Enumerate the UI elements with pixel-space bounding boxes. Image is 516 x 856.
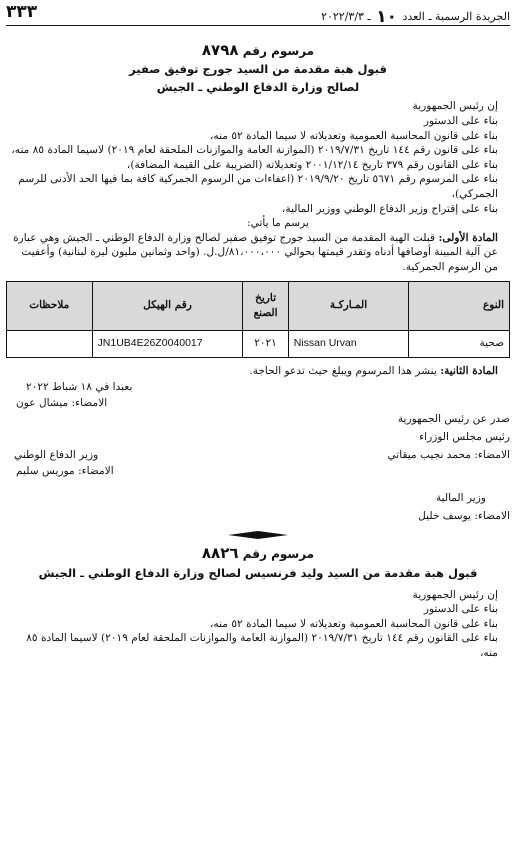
issue-date: ـ ٢٠٢٢/٣/٣: [321, 10, 371, 23]
preamble-line: بناء على قانون المحاسبة العمومية وتعديلاته لا سيما المادة ٥٢ منه،: [210, 129, 498, 142]
pm-title: رئيس مجلس الوزراء: [419, 431, 510, 444]
decree2-title: قبول هبة مقدمة من السيد وليد فرنسيس لصالح وزارة الدفاع الوطني ـ الجيش: [38, 565, 478, 580]
gazette-page: [6, 0, 510, 856]
cell-brand: Nissan Urvan: [288, 330, 409, 357]
cell-chassis: JN1UB4E26Z0040017: [92, 330, 243, 357]
preamble-line: بناء على القانون رقم ٣٧٩ تاريخ ٢٠٠١/١٢/١٤ وتعديلاته (الضريبة على القيمة المضافة)،: [126, 158, 498, 171]
signatures: [6, 396, 510, 523]
pm-signature: الامضاء: محمد نجيب ميقاتي: [387, 448, 510, 461]
decree1-title-line2: لصالح وزارة الدفاع الوطني ـ الجيش: [156, 79, 360, 94]
finance-title: وزير المالية: [435, 491, 486, 504]
col-brand: المـاركـة: [288, 281, 409, 330]
table-row: [7, 330, 510, 357]
decree2-number-value: ٨٨٢٦: [201, 544, 239, 563]
finance-signature: الامضاء: يوسف خليل: [418, 509, 510, 522]
decree1-number-value: ٨٧٩٨: [201, 41, 239, 59]
col-type: النوع: [409, 281, 510, 330]
preamble-line: بناء على المرسوم رقم ٥٦٧١ تاريخ ٢٠١٩/٩/٢٠ (اعفاءات من الرسوم الجمركية كافة بما فيها الحد الأدنى للرسم الجمركي)،: [18, 173, 498, 200]
preamble-line: بناء على الدستور: [423, 114, 498, 127]
cell-notes: [7, 330, 93, 357]
article2-label: المادة الثانية:: [440, 364, 498, 377]
preamble-line: بناء على القانون رقم ١٤٤ تاريخ ٢٠١٩/٧/٣١ (الموازنة العامة والموازنات الملحقة لعام ٢٠١٩) لاسيما المادة ٨٥ منه،: [26, 632, 498, 660]
preamble-line: بناء على قانون المحاسبة العمومية وتعديلاته لا سيما المادة ٥٢ منه،: [210, 617, 498, 630]
article2: [6, 364, 510, 379]
defense-signature: الامضاء: موريس سليم: [16, 465, 114, 478]
vehicle-table: [6, 281, 510, 358]
header-rule: [6, 25, 510, 26]
col-chassis: رقم الهيكل: [92, 281, 243, 330]
sig-row-1: [6, 396, 510, 411]
col-notes: ملاحظات: [7, 281, 93, 330]
issued-by: صدر عن رئيس الجمهورية: [397, 413, 510, 426]
decree1-title-line1: قبول هبة مقدمة من السيد جورج توفيق صفير: [129, 61, 387, 76]
table-header-row: [7, 281, 510, 330]
preamble-line: بناء على الدستور: [423, 603, 498, 616]
decree1-title: [6, 61, 510, 97]
decrees-heading: يرسم ما يأتي:: [247, 217, 309, 230]
preamble-line: بناء على قانون رقم ١٤٤ تاريخ ٢٠١٩/٧/٣١ (الموازنة العامة والموازنات الملحقة لعام ٢٠١٩) لاسيما المادة ٨٥ منه،: [11, 144, 498, 157]
page-number: ٣٣٣: [6, 2, 38, 22]
decree2-preamble: [6, 588, 510, 661]
preamble-line: بناء على إقتراح وزير الدفاع الوطني ووزير المالية،: [281, 202, 498, 215]
president-signature: الامضاء: ميشال عون: [16, 396, 108, 409]
decree1-number: مرسوم رقم ٨٧٩٨: [201, 41, 315, 59]
section-divider: [6, 531, 510, 539]
diamond-divider-icon: [228, 531, 288, 539]
gazette-name: الجريدة الرسمية ـ العدد: [402, 10, 510, 23]
preamble-line: إن رئيس الجمهورية: [412, 588, 498, 601]
col-year: تاريخ الصنع: [243, 281, 288, 330]
preamble-line: إن رئيس الجمهورية: [412, 100, 498, 113]
article1-label: المادة الأولى:: [438, 231, 498, 244]
article1-text: قبلت الهبة المقدمة من السيد جورج توفيق صفير لصالح وزارة الدفاع الوطني ـ الجيش وهي عبارة عن آلية المبينة أوصافها أدناه وتقدر قيمتها بحوالي ٨١،٠٠٠،٠٠٠/ل.ل. (واحد وثمانين مليون ليرة لبنانية) وأعفيت من الرسوم الجمركية.: [13, 231, 498, 274]
issue-number: ١٠: [376, 7, 397, 27]
defense-title: وزير الدفاع الوطني: [14, 448, 99, 461]
cell-type: صحية: [409, 330, 510, 357]
article1: [6, 231, 510, 275]
cell-year: ٢٠٢١: [243, 330, 288, 357]
decree1-date: بعبدا في ١٨ شباط ٢٠٢٢: [26, 381, 133, 394]
article2-text: ينشر هذا المرسوم ويبلغ حيث تدعو الحاجة.: [249, 364, 437, 377]
decree2-number: مرسوم رقم ٨٨٢٦: [201, 544, 315, 563]
decree1-preamble: [6, 99, 510, 216]
page-header: [6, 0, 510, 26]
